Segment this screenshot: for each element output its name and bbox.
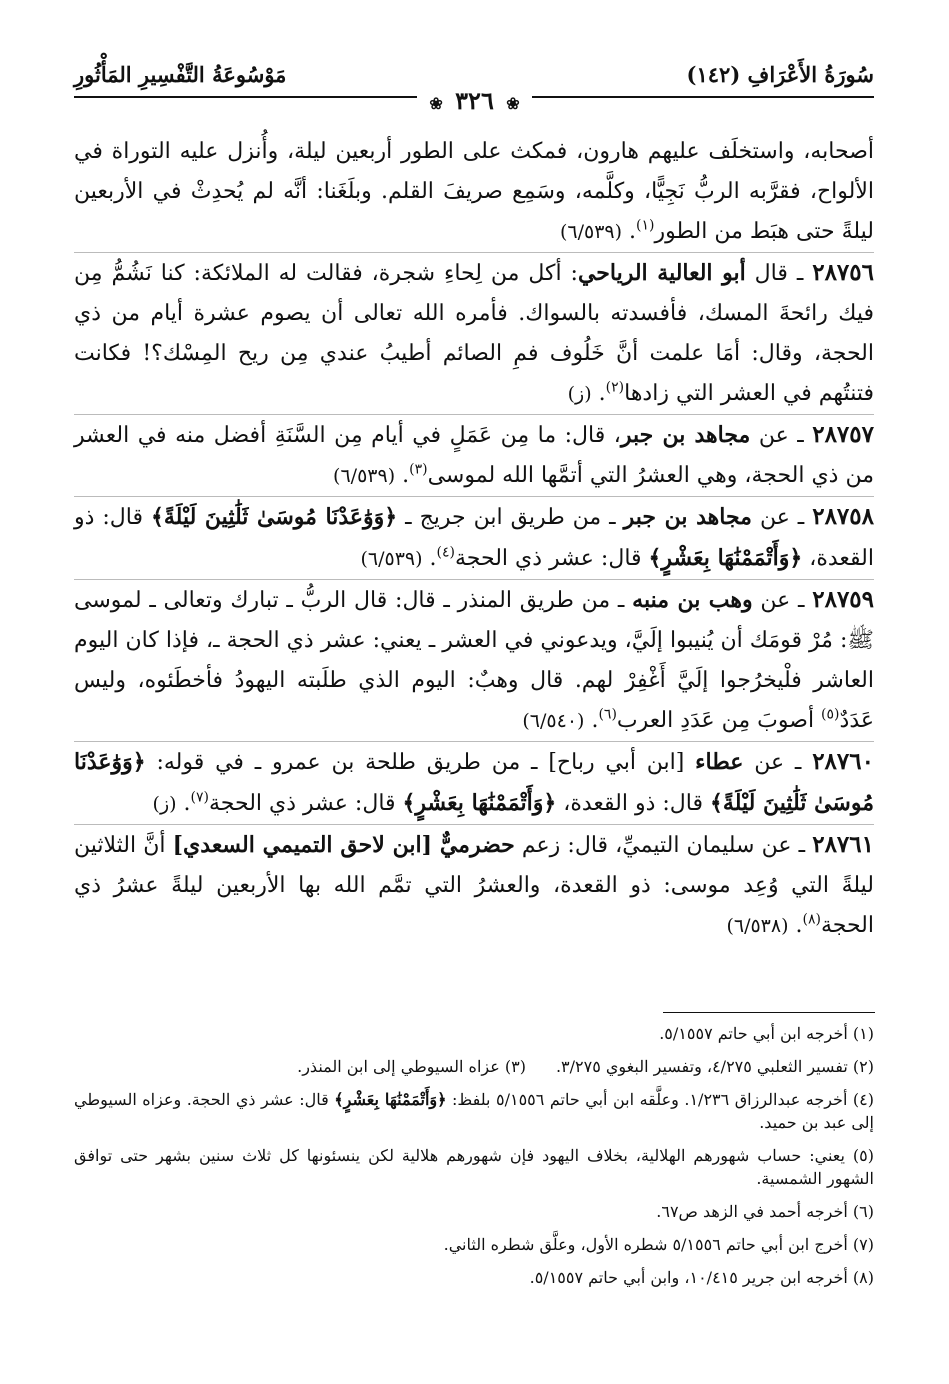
footnote-label: (٦) bbox=[852, 1202, 874, 1221]
entry-text: . bbox=[176, 791, 191, 816]
entry-text: ـ من طريق المنذر ـ قال: قال الربُّ ـ تبارك وتعالى ـ لموسى ﷺ: مُرْ قومَك أن يُنيبوا إلَيَّ، ويدعوني في العشر ـ يعني: عشر ذي الحجة ـ، فإذا كان اليوم العاشر فلْيخرُجوا إلَيَّ أَغْفِرْ لهم. قال وهبٌ: اليوم الذي طلَبته اليهودُ فأخطَئوه، وليس عَدَدٌ bbox=[74, 588, 874, 733]
entry-reference: (٦/٥٣٨) bbox=[726, 915, 789, 937]
narrator-name: وهب بن منبه bbox=[632, 587, 753, 613]
entry-text: ـ عن سليمان التيميِّ، قال: زعم bbox=[514, 833, 813, 858]
entry-reference: (٦/٥٣٩) bbox=[360, 548, 423, 570]
entry-28760 bbox=[74, 742, 874, 825]
entry-text: ـ عن bbox=[752, 588, 813, 613]
entry-reference: (٦/٥٣٩) bbox=[333, 465, 396, 487]
entry-number: ٢٨٧٦٠ bbox=[812, 748, 874, 775]
footnote-marker: (٢) bbox=[605, 379, 625, 396]
footnote-label: (٢) bbox=[852, 1057, 874, 1076]
entry-text: . bbox=[629, 219, 637, 244]
quran-verse: ﴿وَأَتْمَمْنَٰهَا بِعَشْرٍ﴾ bbox=[334, 1090, 447, 1109]
ornament-right-icon: ❀ bbox=[506, 94, 520, 113]
footnote-label: (٤) bbox=[852, 1090, 875, 1109]
entry-28758 bbox=[74, 497, 874, 580]
entry-text: ـ قال bbox=[745, 261, 813, 286]
quran-verse: ﴿وَأَتْمَمْنَٰهَا بِعَشْرٍ﴾ bbox=[648, 545, 803, 571]
footnote-text: أخرجه أحمد في الزهد ص٦٧. bbox=[656, 1202, 853, 1221]
entry-text: : أكل من لِحاءِ شجرة، فقالت له الملائكة: كنا نَشُمُّ مِن فيك رائحةَ المسك، فأفسدته بالسواك. فأمره الله تعالى أن يصوم عشرة أيام من ذي الحجة، وقال: أمَا علمت أنَّ خَلُوف فمِ الصائم أطيبُ عندي مِن ريح المِسْك؟! فكانت فتنتُهم في العشر التي زادها bbox=[74, 261, 874, 406]
entry-reference: (ز) bbox=[567, 383, 592, 405]
page-number-block bbox=[0, 86, 949, 115]
entry-reference: (٦/٥٣٩) bbox=[559, 221, 623, 243]
entry-text: قال: ذو القعدة، bbox=[74, 505, 874, 571]
footnote-8 bbox=[74, 1266, 874, 1289]
entry-text: ـ عن bbox=[751, 505, 813, 530]
footnote-7 bbox=[74, 1233, 874, 1256]
footnote-label: (١) bbox=[852, 1024, 874, 1043]
footnote-text: عزاه السيوطي إلى ابن المنذر. bbox=[297, 1057, 505, 1076]
entry-text: أصوبَ مِن عَدَدِ العرب bbox=[616, 708, 822, 733]
page-number-frame bbox=[417, 86, 531, 115]
entry-28757 bbox=[74, 415, 874, 497]
page-number: ٣٢٦ bbox=[455, 86, 494, 115]
footnote-text: قال: عشر ذي الحجة. وعزاه السيوطي إلى عبد بن حميد. bbox=[74, 1090, 874, 1132]
quran-verse: ﴿وَوَٰعَدْنَا مُوسَىٰ ثَلَٰثِينَ لَيْلَةً﴾ bbox=[150, 504, 398, 530]
footnote-marker: (٧) bbox=[190, 789, 210, 806]
entry-text: ، قال: ما مِن عَمَلٍ في أيام مِن السَّنَةِ أفضل منه في العشر من ذي الحجة، وهي العشرُ التي أتمَّها الله لموسى bbox=[74, 423, 874, 488]
narrator-name: مجاهد بن جبر bbox=[623, 504, 752, 530]
narrator-name: أبو العالية الرياحي bbox=[577, 260, 746, 286]
entry-28759 bbox=[74, 580, 874, 742]
footnote-text: أخرجه عبدالرزاق ١/٢٣٦. وعلَّقه ابن أبي حاتم ٥/١٥٥٦ بلفظ: bbox=[446, 1090, 853, 1109]
footnote-label: (٣) bbox=[504, 1057, 526, 1076]
entry-number: ٢٨٧٦١ bbox=[812, 831, 874, 858]
book-title: مَوْسُوعَةُ التَّفْسِيرِ المَأْثُورِ bbox=[74, 62, 287, 87]
entry-reference: (ز) bbox=[152, 793, 177, 815]
entry-number: ٢٨٧٥٩ bbox=[812, 586, 875, 613]
footnote-2-3 bbox=[74, 1055, 874, 1078]
entry-number: ٢٨٧٥٨ bbox=[812, 503, 874, 530]
footnote-4 bbox=[74, 1088, 874, 1134]
entry-reference: (٦/٥٤٠) bbox=[522, 710, 585, 732]
footnote-marker: (٥) bbox=[821, 706, 840, 723]
entry-text: [ابن أبي رباح] ـ من طريق طلحة بن عمرو ـ في قوله: bbox=[145, 750, 696, 775]
entry-continuation bbox=[74, 132, 874, 253]
entry-text: . bbox=[395, 463, 410, 488]
footnote-marker: (٤) bbox=[436, 544, 456, 561]
footnote-text: تفسير الثعلبي ٤/٢٧٥، وتفسير البغوي ٣/٢٧٥. bbox=[555, 1057, 853, 1076]
entry-text: ـ عن bbox=[750, 423, 813, 448]
footnote-separator bbox=[663, 1012, 875, 1013]
entry-text: أصحابه، واستخلَف عليهم هارون، فمكث على الطور أربعين ليلة، وأُنزل عليه التوراة في الألواح، فقرَّبه الربُّ نَجِيًّا، وكلَّمه، وسَمِع صريفَ القلم. وبلَغَنا: أنَّه لم يُحدِثْ في الأربعين ليلةً حتى هبَط من الطور bbox=[74, 139, 874, 244]
footnote-1 bbox=[74, 1022, 874, 1045]
footnote-label: (٥) bbox=[852, 1146, 874, 1165]
quran-verse: ﴿وَوَٰعَدْنَا مُوسَىٰ ثَلَٰثِينَ لَيْلَةً﴾ bbox=[74, 749, 874, 816]
footnote-text: أخرجه ابن جرير ١٠/٤١٥، وابن أبي حاتم ٥/١٥٥٧. bbox=[529, 1268, 853, 1287]
footnote-5 bbox=[74, 1144, 874, 1190]
entry-text: ـ عن bbox=[743, 750, 813, 775]
footnote-marker: (١) bbox=[636, 217, 655, 234]
entry-28756 bbox=[74, 253, 874, 415]
footnote-text: أخرجه ابن أبي حاتم ٥/١٥٥٧. bbox=[659, 1024, 853, 1043]
surah-title: سُورَةُ الأَعْرَافِ (١٤٢) bbox=[686, 62, 874, 87]
footnote-marker: (٦) bbox=[598, 706, 617, 723]
entry-text: ـ من طريق ابن جريج ـ bbox=[397, 505, 624, 530]
footnote-label: (٧) bbox=[852, 1235, 874, 1254]
footnotes bbox=[74, 1022, 874, 1299]
entry-number: ٢٨٧٥٦ bbox=[812, 259, 874, 286]
entry-text: . bbox=[788, 913, 803, 938]
entry-text: قال: عشر ذي الحجة bbox=[209, 791, 403, 816]
entry-28761 bbox=[74, 825, 874, 946]
entry-text: أنَّ الثلاثين ليلةً التي وُعِد موسى: ذو القعدة، والعشرُ التي تمَّم الله بها الأربعين ليلةً عشرُ ذي الحجة bbox=[74, 833, 874, 938]
entry-text: . bbox=[591, 381, 606, 406]
ornament-left-icon: ❀ bbox=[429, 94, 443, 113]
quran-verse: ﴿وَأَتْمَمْنَٰهَا بِعَشْرٍ﴾ bbox=[402, 790, 557, 816]
entry-number: ٢٨٧٥٧ bbox=[812, 421, 874, 448]
footnote-text: أخرج ابن أبي حاتم ٥/١٥٥٦ شطره الأول، وعلَّق شطره الثاني. bbox=[443, 1235, 853, 1254]
entry-text: . bbox=[584, 708, 599, 733]
footnote-marker: (٣) bbox=[409, 461, 428, 478]
entry-text: قال: عشر ذي الحجة bbox=[455, 546, 649, 571]
narrator-name: عطاء bbox=[695, 749, 744, 775]
entry-text: قال: ذو القعدة، bbox=[556, 791, 711, 816]
narrator-name: مجاهد بن جبر bbox=[620, 422, 751, 448]
footnote-label: (٨) bbox=[852, 1268, 874, 1287]
footnote-6 bbox=[74, 1200, 874, 1223]
footnote-marker: (٨) bbox=[802, 911, 821, 928]
entry-text: . bbox=[422, 546, 437, 571]
main-text bbox=[74, 132, 874, 946]
narrator-name: حضرميٌّ [ابن لاحق التميمي السعدي] bbox=[172, 832, 515, 858]
footnote-text: يعني: حساب شهورهم الهلالية، بخلاف اليهود فإن شهورهم هلالية لكن ينسئونها كل ثلاث سنين بشهر حتى توافق الشهور الشمسية. bbox=[74, 1146, 874, 1188]
